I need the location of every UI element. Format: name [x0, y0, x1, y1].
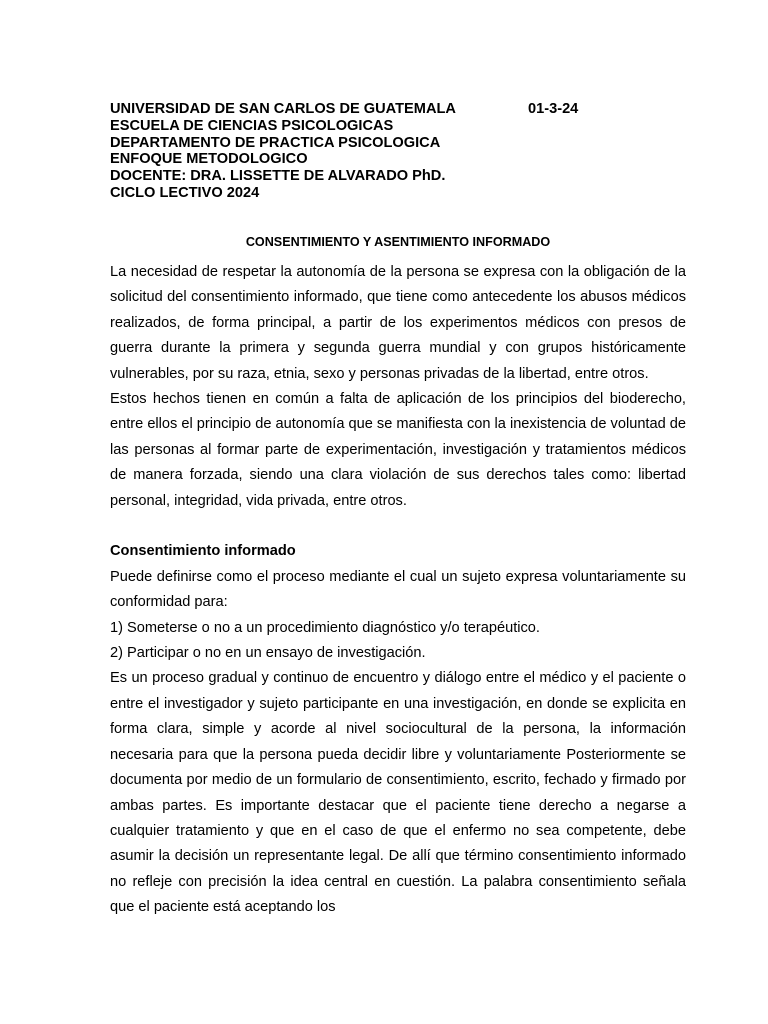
document-body [110, 260, 686, 921]
header-teacher: DOCENTE: DRA. LISSETTE DE ALVARADO PhD. [110, 168, 446, 185]
section-heading: Consentimiento informado [110, 543, 296, 560]
header-school: ESCUELA DE CIENCIAS PSICOLOGICAS [110, 117, 394, 134]
header-department: DEPARTAMENTO DE PRACTICA PSICOLOGICA [110, 134, 441, 151]
paragraph-bioderecho: Estos hechos tienen en común a falta de aplicación de los principios del bioderecho, entre ellos el principio de autonomía que se manifiesta con la inexistencia de voluntad de las personas al formar parte de experimentación, investigación y tratamientos médicos de manera forzada, siendo una clara violación de sus derechos tales como: libertad personal, integridad, vida privada, entre otros. [110, 391, 687, 509]
header-course: ENFOQUE METODOLOGICO [110, 151, 308, 168]
document-title: CONSENTIMIENTO Y ASENTIMIENTO INFORMADO [245, 235, 551, 249]
paragraph-spacer [110, 514, 686, 539]
list-item-2: 2) Participar o no en un ensayo de investigación. [110, 645, 426, 662]
paragraph-autonomy: La necesidad de respetar la autonomía de la persona se expresa con la obligación de la solicitud del consentimiento informado, que tiene como antecedente los abusos médicos realizados, de forma principal, a partir de los experimentos médicos con presos de guerra durante la primera y segunda guerra mundial y con grupos históricamente vulnerables, por su raza, etnia, sexo y personas privadas de la libertad, entre otros. [110, 264, 686, 382]
paragraph-definition: Puede definirse como el proceso mediante el cual un sujeto expresa voluntariamente su conformidad para: [110, 568, 686, 611]
paragraph-process: Es un proceso gradual y continuo de encuentro y diálogo entre el médico y el paciente o entre el investigador y sujeto participante en una investigación, en donde se explicita en forma clara, simple y acorde al nivel sociocultural de la persona, la información necesaria para que la persona pueda decidir libre y voluntariamente Posteriormente se documenta por medio de un formulario de consentimiento, escrito, fechado y firmado por ambas partes. Es importante destacar que el paciente tiene derecho a negarse a cualquier tratamiento y que en el caso de que el enfermo no sea competente, debe asumir la decisión un representante legal. De allí que término consentimiento informado no refleje con precisión la idea central en cuestión. La palabra consentimiento señala que el paciente está aceptando los [110, 670, 686, 916]
institution-header [110, 101, 670, 202]
header-university: UNIVERSIDAD DE SAN CARLOS DE GUATEMALA [110, 101, 456, 117]
list-item-1: 1) Someterse o no a un procedimiento diagnóstico y/o terapéutico. [110, 619, 540, 636]
header-cycle: CICLO LECTIVO 2024 [110, 184, 260, 201]
document-date: 01-3-24 [528, 101, 579, 117]
